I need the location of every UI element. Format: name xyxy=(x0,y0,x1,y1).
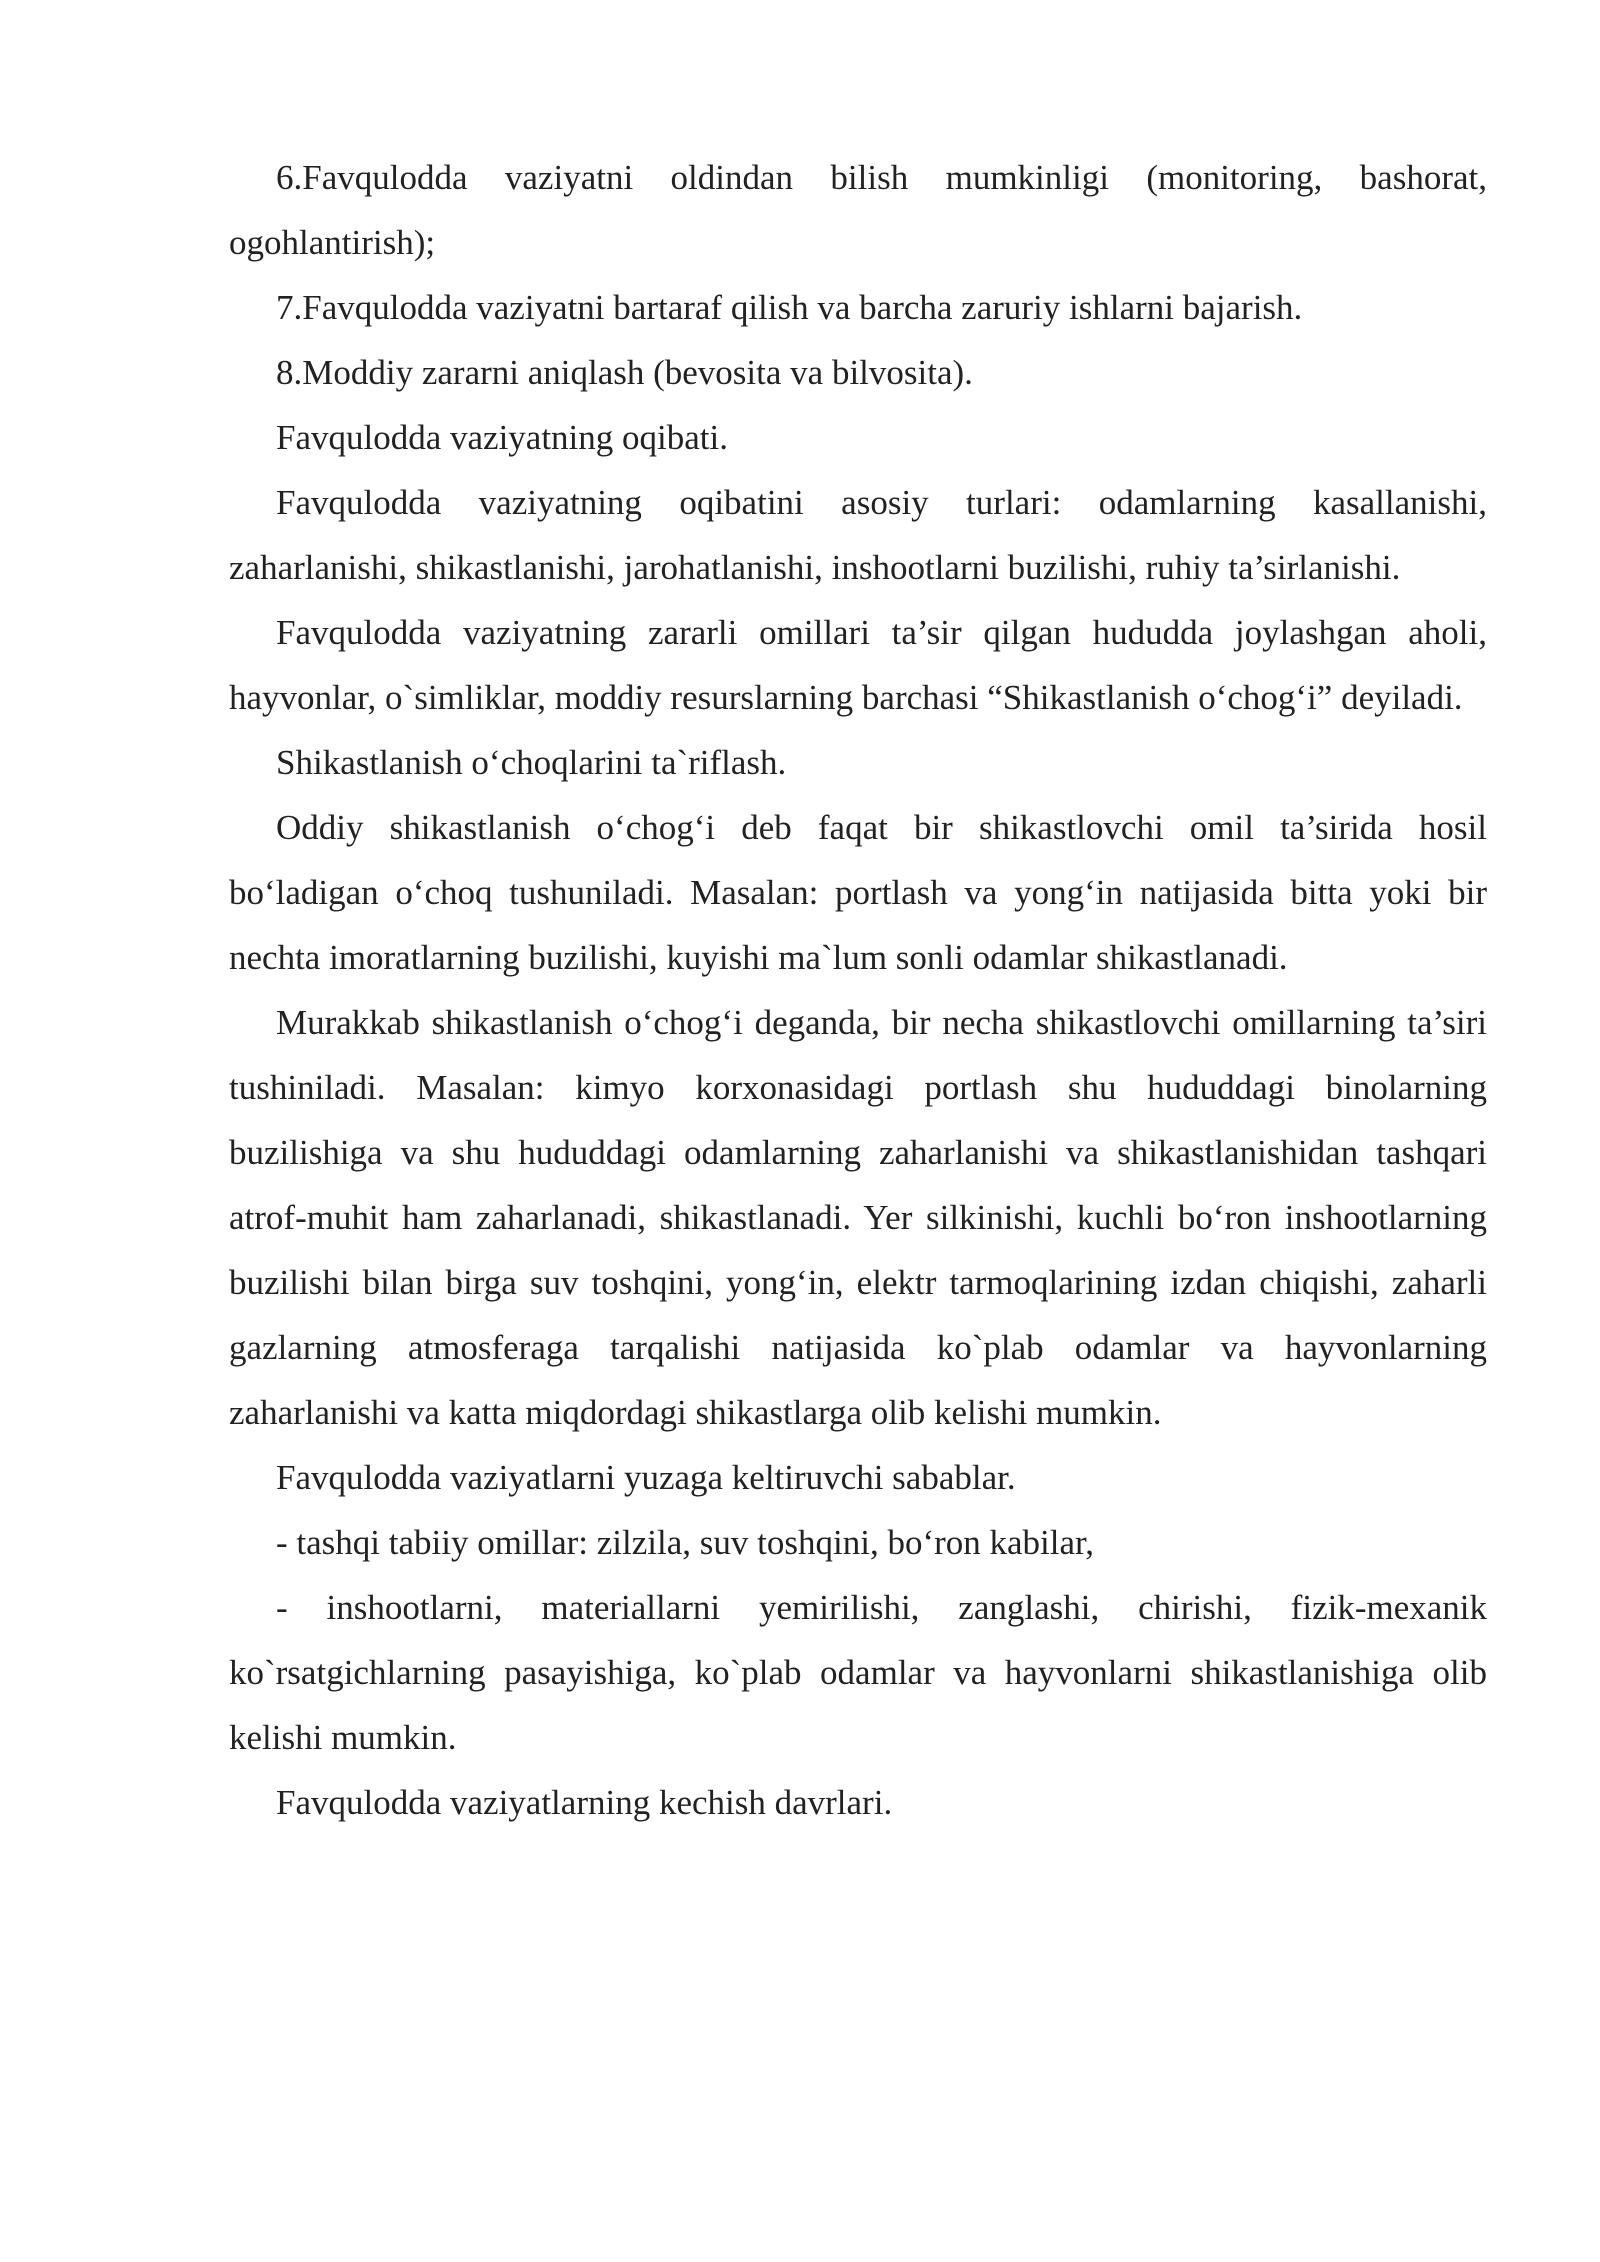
section-heading-damage-focus: Shikastlanish o‘choqlarini ta`riflash. xyxy=(276,743,787,782)
paragraph-item-6-monitoring: 6.Favqulodda vaziyatni oldindan bilish mumkinligi (monitoring, bashorat, ogohlantirish); xyxy=(229,158,1487,262)
paragraph-item-7-elimination: 7.Favqulodda vaziyatni bartaraf qilish va barcha zaruriy ishlarni bajarish. xyxy=(276,288,1303,327)
paragraph-simple-focus: Oddiy shikastlanish o‘chog‘i deb faqat bir shikastlovchi omil ta’sirida hosil bo‘ladigan o‘choq tushuniladi. Masalan: portlash va yong‘in natijasida bitta yoki bir nechta imoratlarning buzilishi, kuyishi ma`lum sonli odamlar shikastlanadi. xyxy=(229,808,1487,977)
section-heading-causes: Favqulodda vaziyatlarni yuzaga keltiruvchi sabablar. xyxy=(276,1458,1016,1497)
paragraph-complex-focus: Murakkab shikastlanish o‘chog‘i deganda, bir necha shikastlovchi omillarning ta’siri tushiniladi. Masalan: kimyo korxonasidagi portlash shu hududdagi binolarning buzilishiga va shu hududdagi odamlarning zaharlanishi va shikastlanishidan tashqari atrof-muhit ham zaharlanadi, shikastlanadi. Yer silkinishi, kuchli bo‘ron inshootlarning buzilishi bilan birga suv toshqini, yong‘in, elektr tarmoqlarining izdan chiqishi, zaharli gazlarning atmosferaga tarqalishi natijasida ko`plab odamlar va hayvonlarning zaharlanishi va katta miqdordagi shikastlarga olib kelishi mumkin. xyxy=(229,1003,1487,1432)
paragraph-consequence-types: Favqulodda vaziyatning oqibatini asosiy turlari: odamlarning kasallanishi, zaharlanishi, shikastlanishi, jarohatlanishi, inshootlarni buzilishi, ruhiy ta’sirlanishi. xyxy=(229,483,1487,587)
list-item-natural-factors: - tashqi tabiiy omillar: zilzila, suv toshqini, bo‘ron kabilar, xyxy=(276,1523,1095,1562)
section-heading-consequence: Favqulodda vaziyatning oqibati. xyxy=(276,418,728,457)
list-item-structural-factors: - inshootlarni, materiallarni yemirilishi, zanglashi, chirishi, fizik-mexanik ko`rsatgichlarning pasayishiga, ko`plab odamlar va hayvonlarni shikastlanishiga olib kelishi mumkin. xyxy=(229,1588,1487,1757)
document-page xyxy=(229,145,1487,1835)
paragraph-damage-focus-definition: Favqulodda vaziyatning zararli omillari ta’sir qilgan hududda joylashgan aholi, hayvonlar, o`simliklar, moddiy resurslarning barchasi “Shikastlanish o‘chog‘i” deyiladi. xyxy=(229,613,1487,717)
section-heading-periods: Favqulodda vaziyatlarning kechish davrlari. xyxy=(276,1783,893,1822)
paragraph-item-8-damage: 8.Moddiy zararni aniqlash (bevosita va bilvosita). xyxy=(276,353,973,392)
